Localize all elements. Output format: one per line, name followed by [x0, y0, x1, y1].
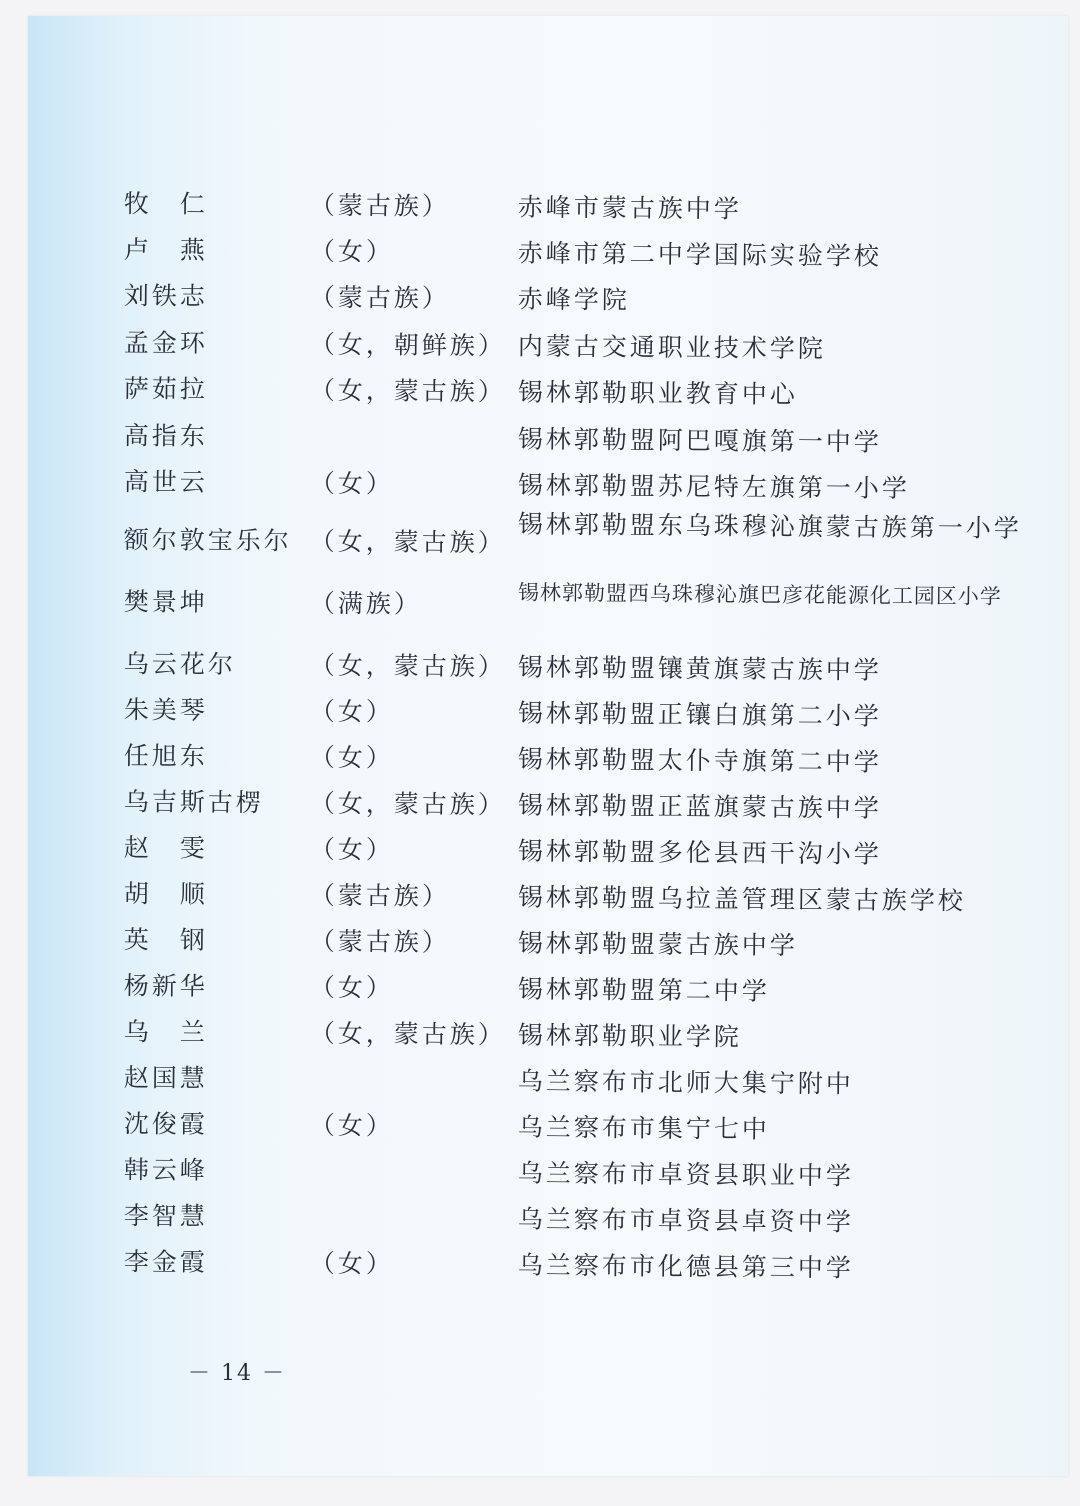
person-name: 额尔敦宝乐尔 — [123, 525, 292, 556]
person-note: （蒙古族） — [309, 282, 450, 313]
person-note: （女） — [309, 1248, 394, 1279]
person-name: 牧 仁 — [123, 189, 208, 219]
person-organization: 乌兰察布市集宁七中 — [517, 1112, 770, 1144]
person-organization: 锡林郭勒职业教育中心 — [517, 377, 798, 409]
person-organization: 赤峰学院 — [517, 284, 630, 315]
person-organization: 锡林郭勒盟太仆寺旗第二中学 — [517, 744, 882, 777]
person-organization: 乌兰察布市卓资县卓资中学 — [517, 1204, 854, 1237]
person-organization: 锡林郭勒盟东乌珠穆沁旗蒙古族第一小学 — [517, 509, 1022, 543]
person-name: 英 钢 — [123, 925, 208, 955]
person-organization: 锡林郭勒盟西乌珠穆沁旗巴彦花能源化工园区小学 — [517, 580, 1002, 609]
list-item — [123, 782, 1024, 823]
person-name: 卢 燕 — [123, 235, 208, 265]
list-item — [123, 920, 1024, 960]
person-note: （女） — [309, 972, 394, 1003]
list-item — [123, 874, 1024, 916]
person-organization: 锡林郭勒职业学院 — [517, 1020, 742, 1052]
list-item — [123, 828, 1024, 869]
list-item — [123, 323, 1024, 364]
person-name: 赵 雯 — [123, 833, 208, 863]
person-name: 萨茹拉 — [123, 374, 208, 404]
list-item — [123, 369, 1024, 409]
list-item — [123, 1058, 1024, 1099]
page-number: － 14 － — [188, 1361, 286, 1386]
list-item — [123, 576, 1024, 619]
person-name: 乌云花尔 — [123, 649, 236, 680]
person-name: 韩云峰 — [123, 1155, 208, 1185]
person-note: （女） — [309, 236, 394, 267]
person-name: 乌 兰 — [123, 1017, 208, 1047]
person-name: 李金霞 — [123, 1247, 208, 1277]
person-note: （蒙古族） — [309, 190, 450, 221]
list-item — [123, 506, 1024, 558]
person-name: 朱美琴 — [123, 695, 208, 725]
person-name: 任旭东 — [123, 741, 208, 771]
person-name: 高指东 — [123, 421, 208, 451]
list-item — [123, 462, 1024, 503]
person-note: （女，蒙古族） — [309, 650, 506, 682]
person-note: （满族） — [309, 588, 422, 619]
list-item — [123, 230, 1024, 271]
person-note: （女） — [309, 742, 394, 773]
list-item — [123, 1196, 1024, 1237]
person-name: 乌吉斯古楞 — [123, 787, 264, 818]
person-note: （女，蒙古族） — [309, 788, 506, 820]
person-note: （女，蒙古族） — [309, 526, 506, 558]
person-name: 赵国慧 — [123, 1063, 208, 1093]
person-name: 胡 顺 — [123, 879, 208, 909]
person-note: （女） — [309, 1110, 394, 1141]
list-item — [123, 736, 1024, 777]
list-item — [123, 644, 1024, 685]
person-organization: 乌兰察布市化德县第三中学 — [517, 1250, 854, 1283]
person-name: 杨新华 — [123, 971, 208, 1001]
person-name: 樊景坤 — [123, 587, 208, 617]
person-organization: 锡林郭勒盟乌拉盖管理区蒙古族学校 — [517, 882, 966, 916]
person-organization: 锡林郭勒盟镶黄旗蒙古族中学 — [517, 652, 882, 685]
person-organization: 乌兰察布市北师大集宁附中 — [517, 1066, 854, 1099]
person-note: （女，蒙古族） — [309, 1018, 506, 1050]
document-page — [28, 16, 1068, 1476]
person-name: 刘铁志 — [123, 281, 208, 311]
person-name: 沈俊霞 — [123, 1109, 208, 1139]
person-organization: 锡林郭勒盟正蓝旗蒙古族中学 — [517, 790, 882, 823]
list-item — [123, 184, 1024, 224]
list-item — [123, 1150, 1024, 1191]
person-organization: 锡林郭勒盟苏尼特左旗第一小学 — [517, 470, 910, 503]
person-note: （女） — [309, 834, 394, 865]
person-name: 孟金环 — [123, 328, 208, 358]
person-organization: 乌兰察布市卓资县职业中学 — [517, 1158, 854, 1191]
list-item — [123, 966, 1024, 1006]
person-organization: 锡林郭勒盟阿巴嘎旗第一中学 — [517, 424, 882, 457]
person-organization: 锡林郭勒盟蒙古族中学 — [517, 928, 798, 960]
list-item — [123, 1012, 1024, 1052]
person-note: （女） — [309, 468, 394, 499]
list-item — [123, 416, 1024, 457]
person-organization: 内蒙古交通职业技术学院 — [517, 331, 826, 364]
person-name: 高世云 — [123, 467, 208, 497]
person-organization: 锡林郭勒盟正镶白旗第二小学 — [517, 698, 882, 731]
person-note: （蒙古族） — [309, 926, 450, 957]
person-organization: 赤峰市第二中学国际实验学校 — [517, 238, 882, 271]
person-note: （女，朝鲜族） — [309, 329, 506, 361]
person-note: （蒙古族） — [309, 880, 450, 911]
person-name: 李智慧 — [123, 1201, 208, 1231]
list-item — [123, 276, 1024, 315]
list-item — [123, 1104, 1024, 1144]
list-item — [123, 690, 1024, 731]
person-organization: 锡林郭勒盟第二中学 — [517, 974, 770, 1006]
person-note: （女） — [309, 696, 394, 727]
person-note: （女，蒙古族） — [309, 375, 506, 407]
person-organization: 锡林郭勒盟多伦县西干沟小学 — [517, 836, 882, 869]
person-organization: 赤峰市蒙古族中学 — [517, 192, 742, 224]
list-item — [123, 1242, 1024, 1283]
